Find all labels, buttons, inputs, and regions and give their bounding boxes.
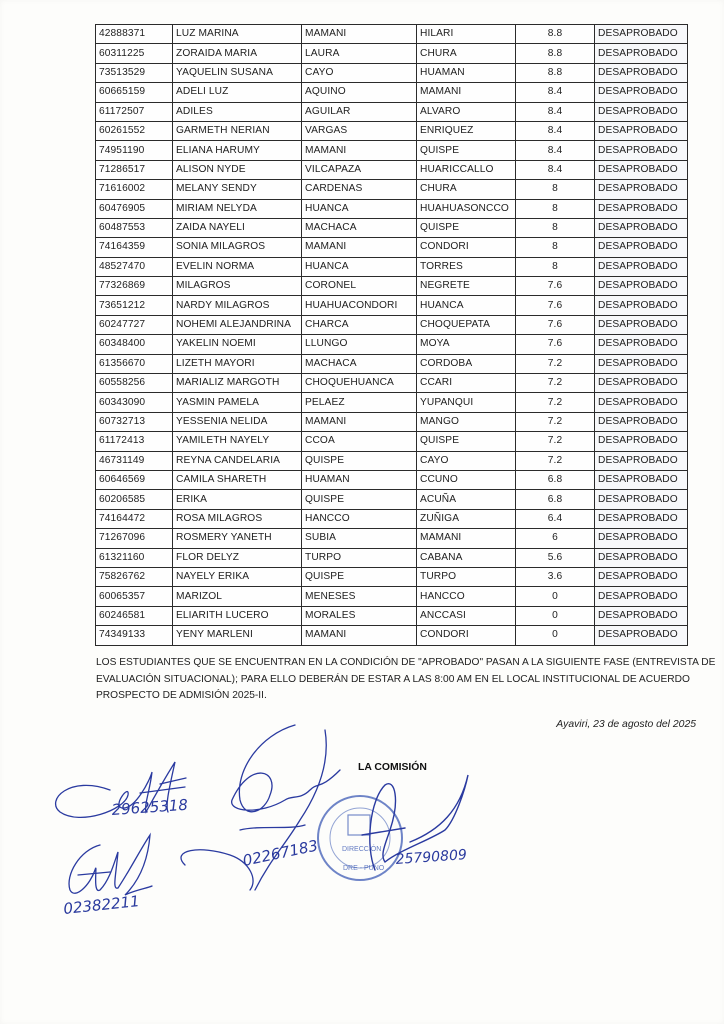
signature-4-dni: 25790809	[395, 847, 468, 868]
table-row	[96, 238, 688, 257]
status-cell: DESAPROBADO	[595, 238, 688, 257]
maternal-surname-cell: HUAMAN	[417, 63, 516, 82]
status-cell: DESAPROBADO	[595, 432, 688, 451]
table-row	[96, 432, 688, 451]
status-cell: DESAPROBADO	[595, 180, 688, 199]
maternal-surname-cell: QUISPE	[417, 141, 516, 160]
maternal-surname-cell: QUISPE	[417, 432, 516, 451]
paternal-surname-cell: VILCAPAZA	[302, 160, 417, 179]
dni-cell: 73513529	[96, 63, 173, 82]
status-cell: DESAPROBADO	[595, 141, 688, 160]
score-cell: 0	[516, 626, 595, 645]
admission-note: LOS ESTUDIANTES QUE SE ENCUENTRAN EN LA CONDICIÓN DE "APROBADO" PASAN A LA SIGUIENTE FASE (ENTREVISTA DE EVALUACIÓN SITUACIONAL); PARA ELLO DEBERÁN DE ESTAR A LAS 8:00 AM EN EL LOCAL INSTITUCIONAL DE ACUERDO PROSPECTO DE ADMISIÓN 2025-II.	[96, 657, 716, 701]
paternal-surname-cell: HUAHUACONDORI	[302, 296, 417, 315]
maternal-surname-cell: ZUÑIGA	[417, 509, 516, 528]
first-names-cell: NAYELY ERIKA	[173, 567, 302, 586]
first-names-cell: MARIALIZ MARGOTH	[173, 374, 302, 393]
first-names-cell: MARIZOL	[173, 587, 302, 606]
paternal-surname-cell: AGUILAR	[302, 102, 417, 121]
paternal-surname-cell: MAMANI	[302, 626, 417, 645]
table-row	[96, 102, 688, 121]
score-cell: 8.8	[516, 25, 595, 44]
signature-2	[181, 725, 340, 890]
maternal-surname-cell: CCUNO	[417, 470, 516, 489]
score-cell: 7.6	[516, 296, 595, 315]
maternal-surname-cell: HANCCO	[417, 587, 516, 606]
maternal-surname-cell: ALVARO	[417, 102, 516, 121]
signature-1-dni: 29625318	[111, 795, 189, 819]
score-cell: 8.8	[516, 63, 595, 82]
maternal-surname-cell: CABANA	[417, 548, 516, 567]
first-names-cell: SONIA MILAGROS	[173, 238, 302, 257]
table-row	[96, 83, 688, 102]
first-names-cell: YASMIN PAMELA	[173, 393, 302, 412]
dni-cell: 75826762	[96, 567, 173, 586]
signature-3-dni: 02382211	[62, 892, 141, 918]
status-cell: DESAPROBADO	[595, 509, 688, 528]
score-cell: 8	[516, 199, 595, 218]
dni-cell: 73651212	[96, 296, 173, 315]
status-cell: DESAPROBADO	[595, 296, 688, 315]
dni-cell: 61172413	[96, 432, 173, 451]
paternal-surname-cell: HUANCA	[302, 199, 417, 218]
paternal-surname-cell: CHARCA	[302, 315, 417, 334]
signature-1	[56, 762, 189, 819]
status-cell: DESAPROBADO	[595, 63, 688, 82]
dni-cell: 60646569	[96, 470, 173, 489]
score-cell: 7.2	[516, 374, 595, 393]
score-cell: 6.8	[516, 470, 595, 489]
table-row	[96, 160, 688, 179]
status-cell: DESAPROBADO	[595, 548, 688, 567]
status-cell: DESAPROBADO	[595, 606, 688, 625]
first-names-cell: NOHEMI ALEJANDRINA	[173, 315, 302, 334]
score-cell: 7.2	[516, 393, 595, 412]
score-cell: 8.4	[516, 141, 595, 160]
status-cell: DESAPROBADO	[595, 567, 688, 586]
dni-cell: 61172507	[96, 102, 173, 121]
score-cell: 8.4	[516, 83, 595, 102]
dni-cell: 60246581	[96, 606, 173, 625]
first-names-cell: GARMETH NERIAN	[173, 121, 302, 140]
status-cell: DESAPROBADO	[595, 218, 688, 237]
paternal-surname-cell: SUBIA	[302, 529, 417, 548]
official-stamp	[318, 796, 402, 880]
score-cell: 8.4	[516, 121, 595, 140]
maternal-surname-cell: ANCCASI	[417, 606, 516, 625]
paternal-surname-cell: MAMANI	[302, 238, 417, 257]
status-cell: DESAPROBADO	[595, 199, 688, 218]
status-cell: DESAPROBADO	[595, 470, 688, 489]
table-row	[96, 393, 688, 412]
first-names-cell: LUZ MARINA	[173, 25, 302, 44]
maternal-surname-cell: HUARICCALLO	[417, 160, 516, 179]
score-cell: 7.6	[516, 315, 595, 334]
score-cell: 0	[516, 606, 595, 625]
table-row	[96, 509, 688, 528]
first-names-cell: YENY MARLENI	[173, 626, 302, 645]
commission-label: LA COMISIÓN	[358, 762, 427, 773]
first-names-cell: YAMILETH NAYELY	[173, 432, 302, 451]
score-cell: 7.2	[516, 432, 595, 451]
first-names-cell: ALISON NYDE	[173, 160, 302, 179]
score-cell: 8	[516, 238, 595, 257]
score-cell: 8	[516, 180, 595, 199]
table-row	[96, 315, 688, 334]
table-row	[96, 44, 688, 63]
paternal-surname-cell: AQUINO	[302, 83, 417, 102]
score-cell: 8.4	[516, 102, 595, 121]
maternal-surname-cell: CHOQUEPATA	[417, 315, 516, 334]
first-names-cell: YAQUELIN SUSANA	[173, 63, 302, 82]
dni-cell: 60206585	[96, 490, 173, 509]
maternal-surname-cell: HUANCA	[417, 296, 516, 315]
maternal-surname-cell: CCARI	[417, 374, 516, 393]
first-names-cell: ELIANA HARUMY	[173, 141, 302, 160]
paternal-surname-cell: MENESES	[302, 587, 417, 606]
score-cell: 7.6	[516, 277, 595, 296]
table-row	[96, 451, 688, 470]
first-names-cell: CAMILA SHARETH	[173, 470, 302, 489]
first-names-cell: EVELIN NORMA	[173, 257, 302, 276]
dni-cell: 61321160	[96, 548, 173, 567]
table-row	[96, 470, 688, 489]
signature-3	[69, 835, 152, 895]
first-names-cell: REYNA CANDELARIA	[173, 451, 302, 470]
table-row	[96, 277, 688, 296]
maternal-surname-cell: ENRIQUEZ	[417, 121, 516, 140]
table-row	[96, 606, 688, 625]
first-names-cell: YAKELIN NOEMI	[173, 335, 302, 354]
maternal-surname-cell: CAYO	[417, 451, 516, 470]
table-row	[96, 626, 688, 645]
maternal-surname-cell: CONDORI	[417, 626, 516, 645]
table-row	[96, 63, 688, 82]
maternal-surname-cell: HUAHUASONCCO	[417, 199, 516, 218]
table-row	[96, 587, 688, 606]
paternal-surname-cell: MACHACA	[302, 218, 417, 237]
score-cell: 7.2	[516, 412, 595, 431]
table-row	[96, 199, 688, 218]
table-row	[96, 354, 688, 373]
paternal-surname-cell: MACHACA	[302, 354, 417, 373]
status-cell: DESAPROBADO	[595, 257, 688, 276]
status-cell: DESAPROBADO	[595, 490, 688, 509]
maternal-surname-cell: NEGRETE	[417, 277, 516, 296]
first-names-cell: NARDY MILAGROS	[173, 296, 302, 315]
status-cell: DESAPROBADO	[595, 412, 688, 431]
paternal-surname-cell: CCOA	[302, 432, 417, 451]
first-names-cell: ROSMERY YANETH	[173, 529, 302, 548]
first-names-cell: ZORAIDA MARIA	[173, 44, 302, 63]
maternal-surname-cell: CONDORI	[417, 238, 516, 257]
status-cell: DESAPROBADO	[595, 587, 688, 606]
status-cell: DESAPROBADO	[595, 354, 688, 373]
paternal-surname-cell: CORONEL	[302, 277, 417, 296]
paternal-surname-cell: VARGAS	[302, 121, 417, 140]
paternal-surname-cell: PELAEZ	[302, 393, 417, 412]
dni-cell: 60247727	[96, 315, 173, 334]
paternal-surname-cell: HUANCA	[302, 257, 417, 276]
dni-cell: 74164359	[96, 238, 173, 257]
maternal-surname-cell: CHURA	[417, 44, 516, 63]
paternal-surname-cell: MORALES	[302, 606, 417, 625]
table-row	[96, 180, 688, 199]
paternal-surname-cell: QUISPE	[302, 567, 417, 586]
status-cell: DESAPROBADO	[595, 335, 688, 354]
dni-cell: 77326869	[96, 277, 173, 296]
score-cell: 8	[516, 218, 595, 237]
maternal-surname-cell: MAMANI	[417, 83, 516, 102]
dni-cell: 74164472	[96, 509, 173, 528]
first-names-cell: ELIARITH LUCERO	[173, 606, 302, 625]
maternal-surname-cell: CORDOBA	[417, 354, 516, 373]
dni-cell: 60348400	[96, 335, 173, 354]
maternal-surname-cell: MAMANI	[417, 529, 516, 548]
table-row	[96, 296, 688, 315]
paternal-surname-cell: CHOQUEHUANCA	[302, 374, 417, 393]
stamp-bottom-text: DRE - PUNO	[343, 865, 385, 872]
first-names-cell: MELANY SENDY	[173, 180, 302, 199]
maternal-surname-cell: QUISPE	[417, 218, 516, 237]
table-row	[96, 374, 688, 393]
status-cell: DESAPROBADO	[595, 451, 688, 470]
table-row	[96, 141, 688, 160]
first-names-cell: MILAGROS	[173, 277, 302, 296]
paternal-surname-cell: HUAMAN	[302, 470, 417, 489]
dni-cell: 60261552	[96, 121, 173, 140]
status-cell: DESAPROBADO	[595, 626, 688, 645]
table-row	[96, 412, 688, 431]
dni-cell: 48527470	[96, 257, 173, 276]
dni-cell: 60343090	[96, 393, 173, 412]
paternal-surname-cell: MAMANI	[302, 141, 417, 160]
first-names-cell: ZAIDA NAYELI	[173, 218, 302, 237]
status-cell: DESAPROBADO	[595, 121, 688, 140]
score-cell: 8.4	[516, 160, 595, 179]
score-cell: 6.8	[516, 490, 595, 509]
dni-cell: 60665159	[96, 83, 173, 102]
dni-cell: 60311225	[96, 44, 173, 63]
paternal-surname-cell: QUISPE	[302, 490, 417, 509]
table-row	[96, 121, 688, 140]
status-cell: DESAPROBADO	[595, 102, 688, 121]
score-cell: 6.4	[516, 509, 595, 528]
first-names-cell: ADILES	[173, 102, 302, 121]
maternal-surname-cell: MOYA	[417, 335, 516, 354]
paternal-surname-cell: HANCCO	[302, 509, 417, 528]
dni-cell: 71616002	[96, 180, 173, 199]
status-cell: DESAPROBADO	[595, 529, 688, 548]
paternal-surname-cell: MAMANI	[302, 412, 417, 431]
first-names-cell: FLOR DELYZ	[173, 548, 302, 567]
results-table	[95, 24, 688, 646]
status-cell: DESAPROBADO	[595, 44, 688, 63]
dni-cell: 60487553	[96, 218, 173, 237]
place-date: Ayaviri, 23 de agosto del 2025	[556, 719, 696, 730]
status-cell: DESAPROBADO	[595, 277, 688, 296]
signature-2-dni: 02267183	[241, 836, 320, 870]
dni-cell: 71267096	[96, 529, 173, 548]
dni-cell: 60065357	[96, 587, 173, 606]
dni-cell: 42888371	[96, 25, 173, 44]
table-row	[96, 25, 688, 44]
status-cell: DESAPROBADO	[595, 393, 688, 412]
dni-cell: 60732713	[96, 412, 173, 431]
first-names-cell: YESSENIA NELIDA	[173, 412, 302, 431]
dni-cell: 60558256	[96, 374, 173, 393]
status-cell: DESAPROBADO	[595, 83, 688, 102]
first-names-cell: MIRIAM NELYDA	[173, 199, 302, 218]
first-names-cell: ROSA MILAGROS	[173, 509, 302, 528]
dni-cell: 74951190	[96, 141, 173, 160]
score-cell: 0	[516, 587, 595, 606]
maternal-surname-cell: YUPANQUI	[417, 393, 516, 412]
paternal-surname-cell: CAYO	[302, 63, 417, 82]
score-cell: 3.6	[516, 567, 595, 586]
dni-cell: 74349133	[96, 626, 173, 645]
dni-cell: 46731149	[96, 451, 173, 470]
maternal-surname-cell: CHURA	[417, 180, 516, 199]
paternal-surname-cell: CARDENAS	[302, 180, 417, 199]
status-cell: DESAPROBADO	[595, 160, 688, 179]
maternal-surname-cell: ACUÑA	[417, 490, 516, 509]
maternal-surname-cell: MANGO	[417, 412, 516, 431]
paternal-surname-cell: QUISPE	[302, 451, 417, 470]
score-cell: 8.8	[516, 44, 595, 63]
paternal-surname-cell: LLUNGO	[302, 335, 417, 354]
table-row	[96, 567, 688, 586]
paternal-surname-cell: MAMANI	[302, 25, 417, 44]
first-names-cell: ADELI LUZ	[173, 83, 302, 102]
table-row	[96, 218, 688, 237]
table-row	[96, 257, 688, 276]
dni-cell: 71286517	[96, 160, 173, 179]
dni-cell: 60476905	[96, 199, 173, 218]
paternal-surname-cell: LAURA	[302, 44, 417, 63]
score-cell: 7.2	[516, 354, 595, 373]
status-cell: DESAPROBADO	[595, 25, 688, 44]
status-cell: DESAPROBADO	[595, 315, 688, 334]
table-row	[96, 490, 688, 509]
first-names-cell: ERIKA	[173, 490, 302, 509]
maternal-surname-cell: HILARI	[417, 25, 516, 44]
score-cell: 7.2	[516, 451, 595, 470]
table-row	[96, 548, 688, 567]
maternal-surname-cell: TORRES	[417, 257, 516, 276]
score-cell: 5.6	[516, 548, 595, 567]
table-row	[96, 335, 688, 354]
table-row	[96, 529, 688, 548]
score-cell: 8	[516, 257, 595, 276]
paternal-surname-cell: TURPO	[302, 548, 417, 567]
results-table-body	[96, 25, 688, 646]
score-cell: 6	[516, 529, 595, 548]
score-cell: 7.6	[516, 335, 595, 354]
dni-cell: 61356670	[96, 354, 173, 373]
first-names-cell: LIZETH MAYORI	[173, 354, 302, 373]
stamp-center-text: DIRECCIÓN	[342, 846, 382, 853]
signature-4	[362, 775, 468, 870]
status-cell: DESAPROBADO	[595, 374, 688, 393]
maternal-surname-cell: TURPO	[417, 567, 516, 586]
